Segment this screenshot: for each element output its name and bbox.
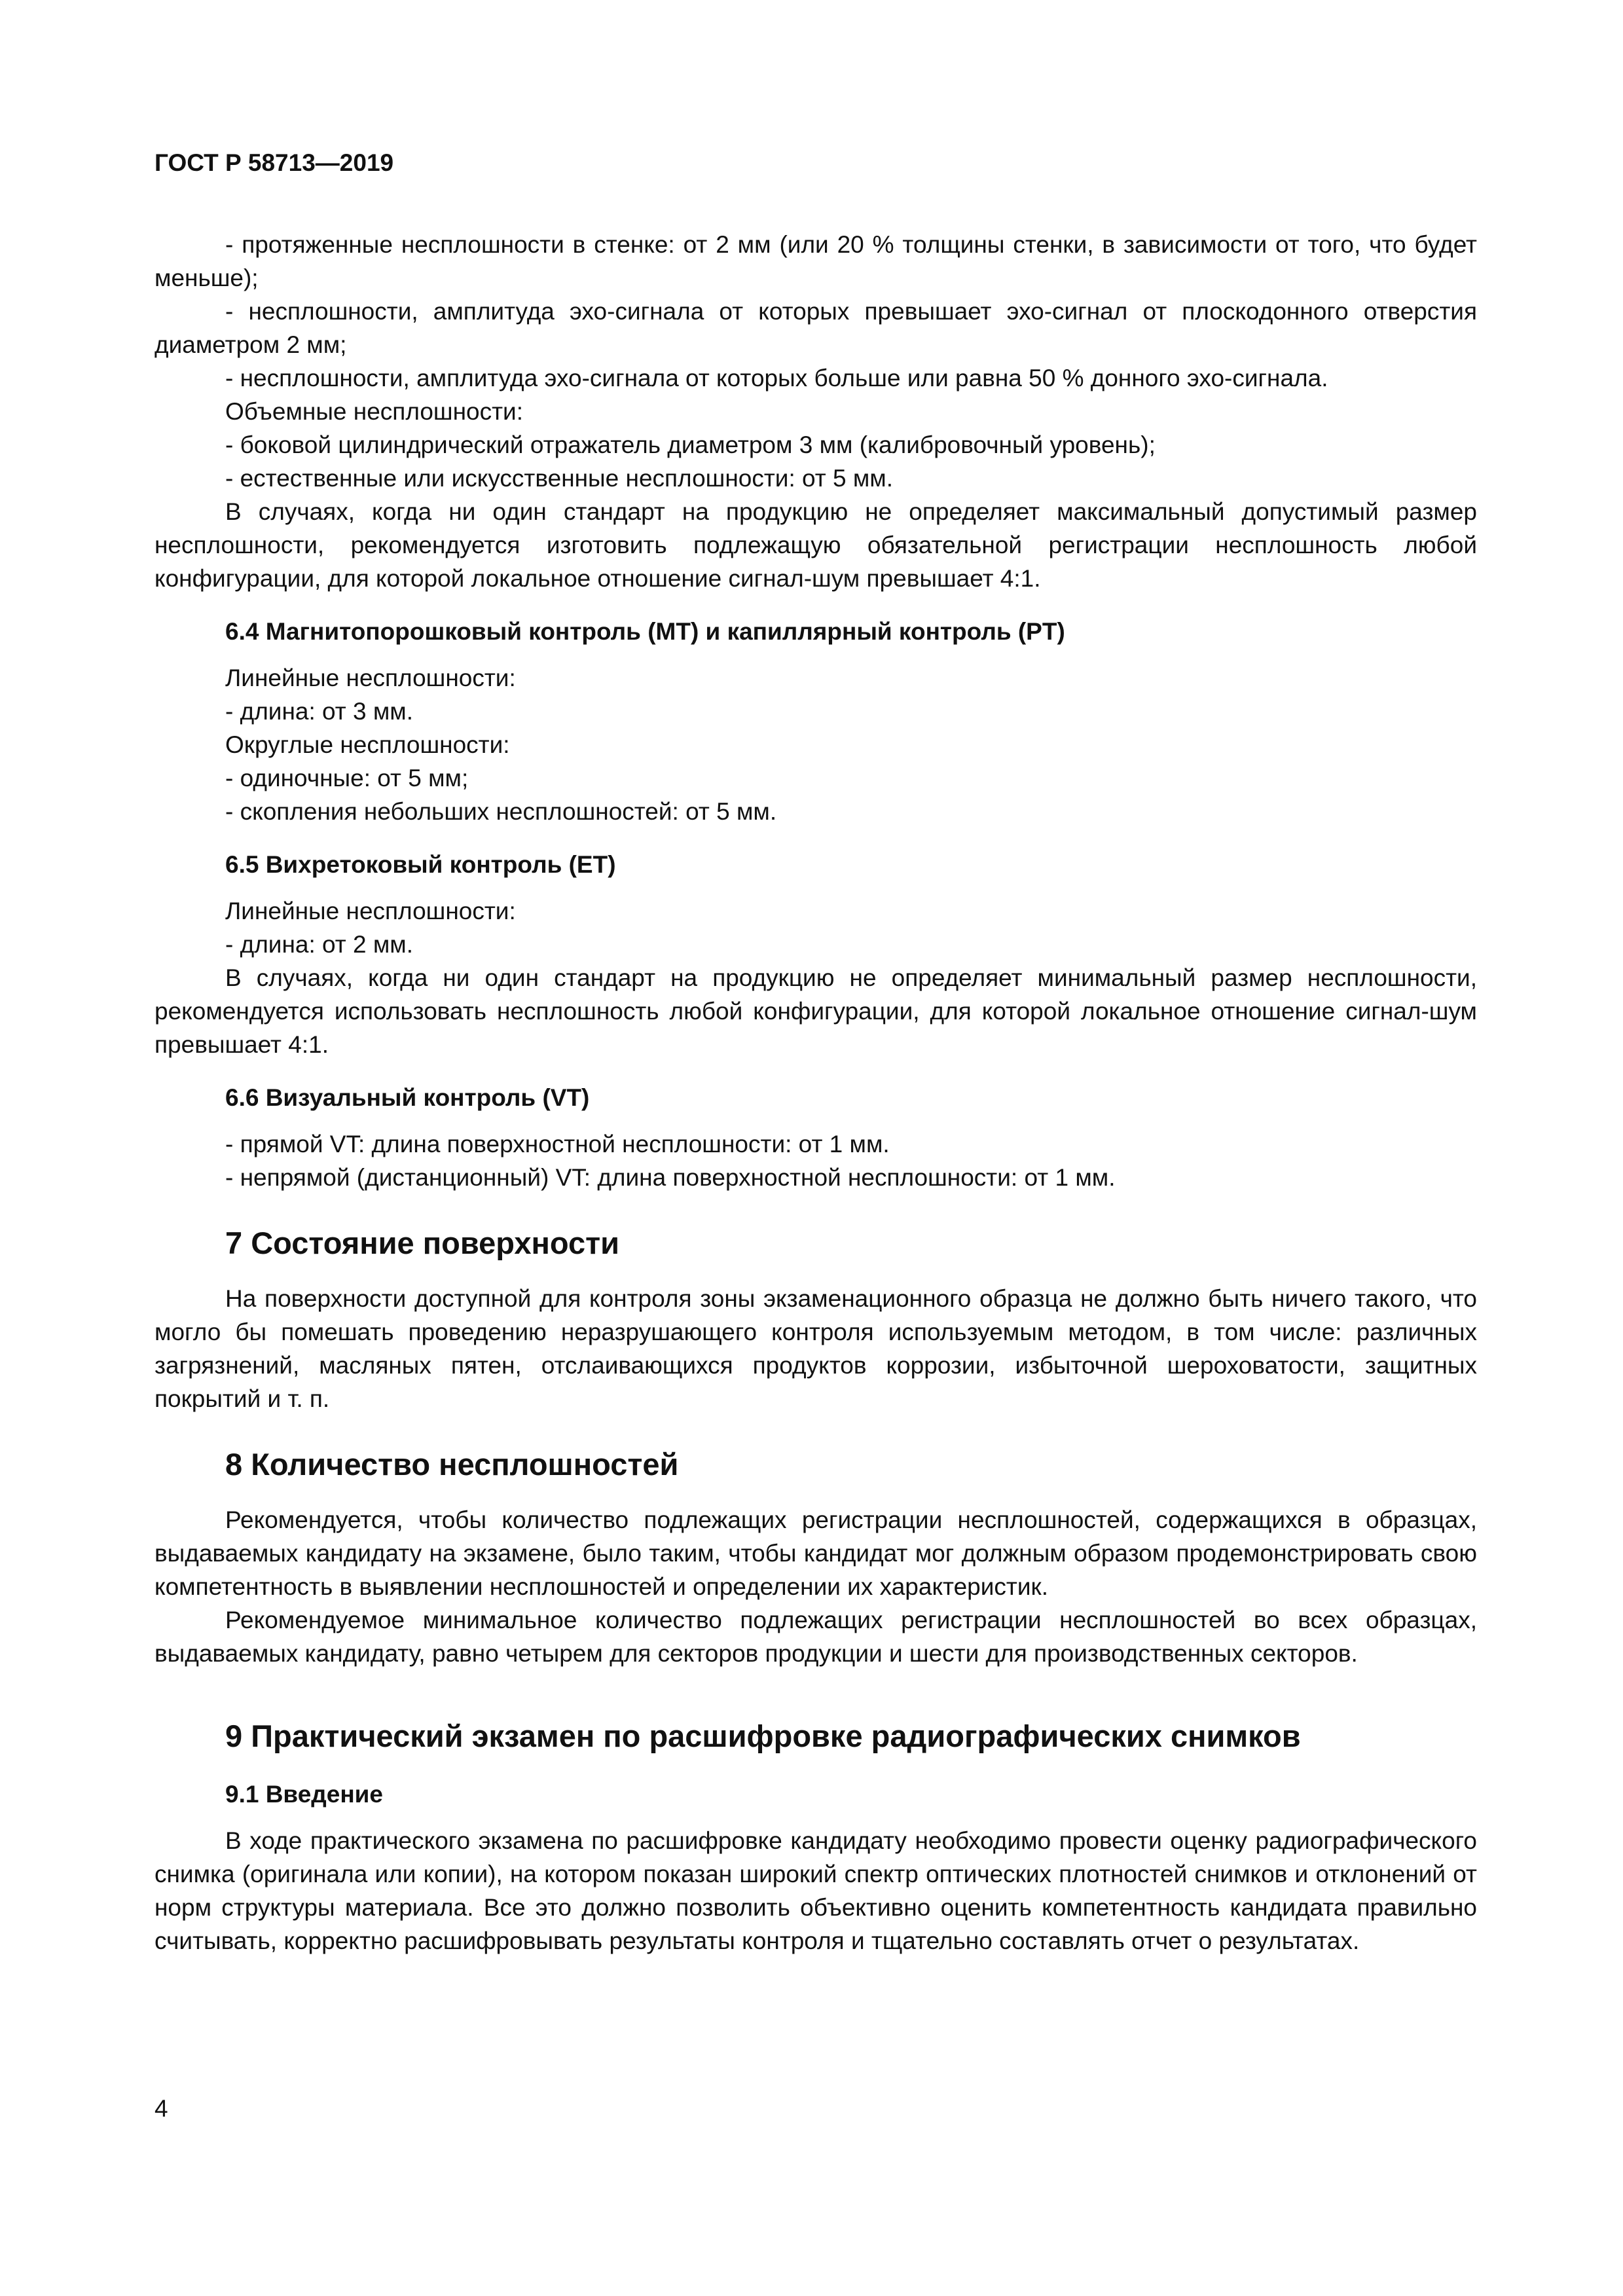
- paragraph: Рекомендуется, чтобы количество подлежащих регистрации несплошностей, содержащихся в образцах, выдаваемых кандидату на экзамене, было таким, чтобы кандидат мог должным образом продемонстрировать свою компетентность в выявлении несплошностей и определении их характеристик.: [155, 1506, 1477, 1600]
- volumetric-label: Объемные несплошности:: [225, 398, 523, 425]
- list-item: - длина: от 3 мм.: [225, 698, 414, 725]
- paragraph: В ходе практического экзамена по расшифровке кандидату необходимо провести оценку радиографического снимка (оригинала или копии), на котором показан широкий спектр оптических плотностей снимков и отклонений от норм структуры материала. Все это должно позволить объективно оценить компетентность кандидата правильно считывать, корректно расшифровывать результаты контроля и тщательно составлять отчет о результатах.: [155, 1827, 1477, 1954]
- section-heading-8: 8 Количество несплошностей: [225, 1447, 679, 1482]
- section-heading-9: 9 Практический экзамен по расшифровке радиографических снимков: [225, 1719, 1301, 1753]
- section-heading-6-5: 6.5 Вихретоковый контроль (ET): [225, 851, 616, 878]
- section-heading-6-4: 6.4 Магнитопорошковый контроль (MT) и капиллярный контроль (PT): [225, 618, 1065, 645]
- section-heading-9-1: 9.1 Введение: [225, 1781, 384, 1808]
- paragraph: В случаях, когда ни один стандарт на продукцию не определяет минимальный размер несплошности, рекомендуется использовать несплошность любой конфигурации, для которой локальное отношение сигнал-шум превышает 4:1.: [155, 964, 1477, 1058]
- list-item: - длина: от 2 мм.: [225, 931, 414, 958]
- list-item: - естественные или искусственные несплошности: от 5 мм.: [225, 465, 894, 492]
- list-item: - несплошности, амплитуда эхо-сигнала от которых больше или равна 50 % донного эхо-сигнала.: [225, 365, 1328, 392]
- paragraph: Рекомендуемое минимальное количество подлежащих регистрации несплошностей во всех образцах, выдаваемых кандидату, равно четырем для секторов продукции и шести для производственных секторов.: [155, 1607, 1477, 1667]
- list-item: - непрямой (дистанционный) VT: длина поверхностной несплошности: от 1 мм.: [225, 1164, 1116, 1191]
- linear-label: Линейные несплошности:: [225, 898, 516, 924]
- list-item: - боковой цилиндрический отражатель диаметром 3 мм (калибровочный уровень);: [225, 431, 1156, 458]
- list-item: - одиночные: от 5 мм;: [225, 765, 469, 792]
- page-content: [155, 228, 1477, 1958]
- linear-label: Линейные несплошности:: [225, 665, 516, 691]
- list-item: - несплошности, амплитуда эхо-сигнала от которых превышает эхо-сигнал от плоскодонного отверстия диаметром 2 мм;: [155, 298, 1477, 358]
- round-label: Округлые несплошности:: [225, 731, 510, 758]
- list-item: - протяженные несплошности в стенке: от 2 мм (или 20 % толщины стенки, в зависимости от того, что будет меньше);: [155, 231, 1477, 291]
- paragraph: На поверхности доступной для контроля зоны экзаменационного образца не должно быть ничего такого, что могло бы помешать проведению неразрушающего контроля используемым методом, в том числе: различных загрязнений, масляных пятен, отслаивающихся продуктов коррозии, избыточной шероховатости, защитных покрытий и т. п.: [155, 1285, 1477, 1412]
- page-number: 4: [155, 2095, 168, 2122]
- section-heading-7: 7 Состояние поверхности: [225, 1226, 620, 1260]
- list-item: - скопления небольших несплошностей: от 5 мм.: [225, 798, 777, 825]
- document-header: ГОСТ Р 58713—2019: [155, 149, 394, 176]
- section-heading-6-6: 6.6 Визуальный контроль (VT): [225, 1084, 590, 1111]
- paragraph: В случаях, когда ни один стандарт на продукцию не определяет максимальный допустимый размер несплошности, рекомендуется изготовить подлежащую обязательной регистрации несплошность любой конфигурации, для которой локальное отношение сигнал-шум превышает 4:1.: [155, 498, 1477, 592]
- list-item: - прямой VT: длина поверхностной несплошности: от 1 мм.: [225, 1131, 890, 1157]
